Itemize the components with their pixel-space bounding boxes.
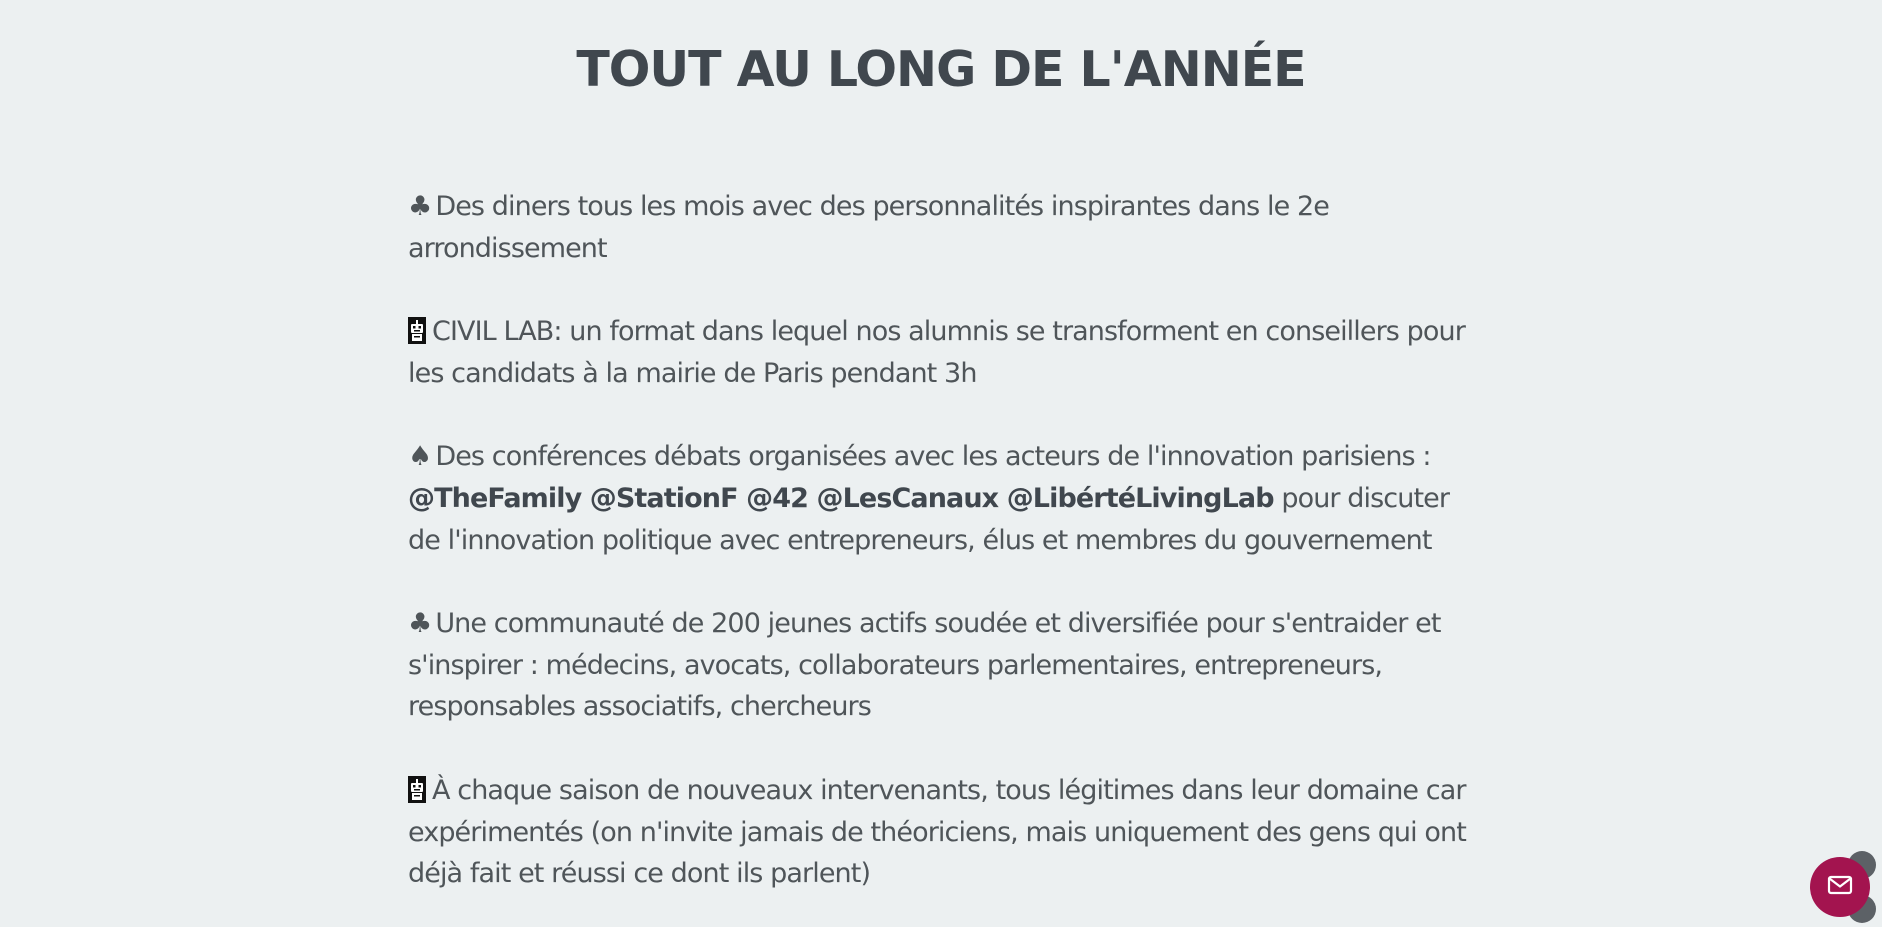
chat-widget <box>1810 857 1870 917</box>
list-item <box>408 186 1488 269</box>
robot-icon <box>408 315 426 342</box>
club-icon: ♣ <box>408 191 432 222</box>
page-title: TOUT AU LONG DE L'ANNÉE <box>576 41 1306 98</box>
club-icon: ♣ <box>408 608 432 640</box>
item-text: pour discuter de l'innovation politique avec entrepreneurs, élus et membres du gouvernement <box>408 482 1450 556</box>
robot-icon <box>408 774 426 801</box>
item-text: À chaque saison de nouveaux intervenants, tous légitimes dans leur domaine car expérimentés (on n'invite jamais de théoriciens, mais uniquement des gens qui ont déjà fait et réussi ce dont ils parlent) <box>408 774 1466 890</box>
mail-icon <box>1825 870 1855 904</box>
content-body <box>408 186 1488 927</box>
list-item <box>408 770 1488 895</box>
contact-button[interactable] <box>1810 857 1870 917</box>
partner-handles: @TheFamily @StationF @42 @LesCanaux @LibértéLivingLab <box>408 482 1274 514</box>
item-text: Une communauté de 200 jeunes actifs soudée et diversifiée pour s'entraider et s'inspirer : médecins, avocats, collaborateurs parlementaires, entrepreneurs, responsables associatifs, chercheurs <box>408 608 1441 723</box>
list-item <box>408 311 1488 394</box>
item-text: Des diners tous les mois avec des personnalités inspirantes dans le 2e arrondissement <box>408 191 1329 264</box>
list-item <box>408 436 1488 561</box>
item-text: CIVIL LAB: un format dans lequel nos alumnis se transforment en conseillers pour les candidats à la mairie de Paris pendant 3h <box>408 316 1465 389</box>
item-text: Des conférences débats organisées avec les acteurs de l'innovation parisiens : <box>435 441 1431 473</box>
list-item <box>408 603 1488 728</box>
spade-icon: ♠ <box>408 441 432 473</box>
